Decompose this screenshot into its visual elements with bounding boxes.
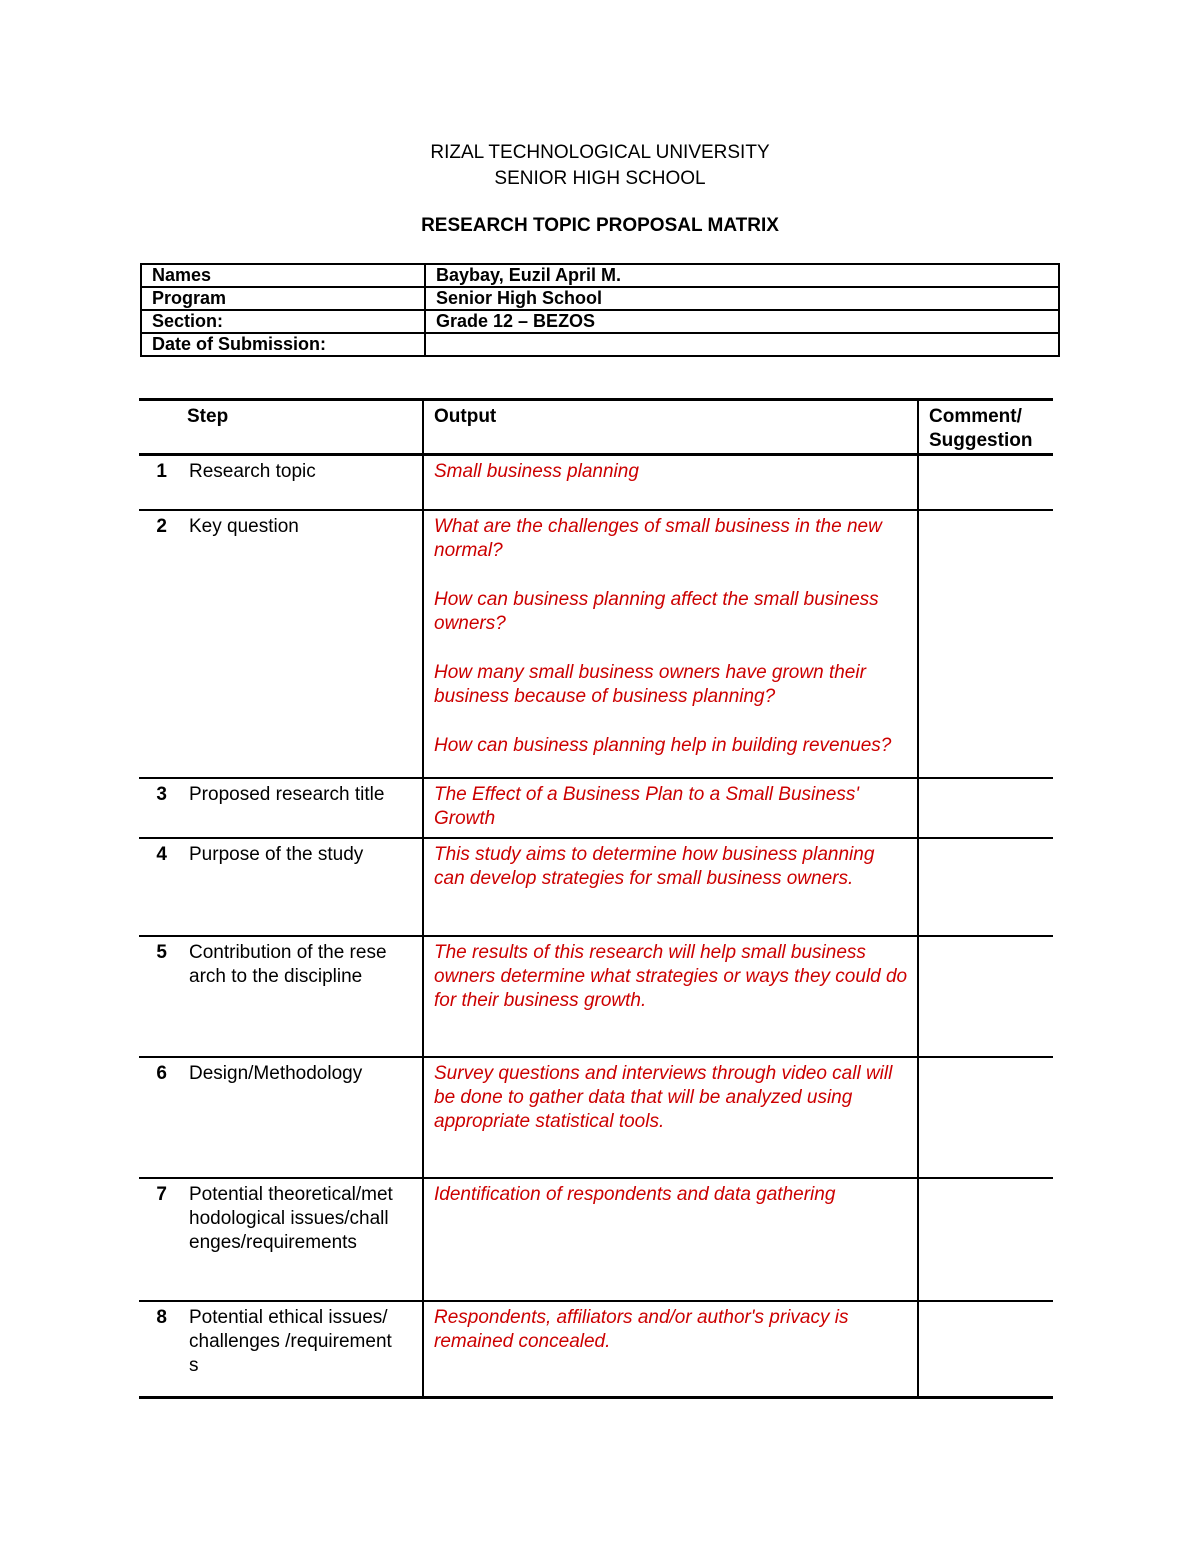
step-number: 8 — [156, 1306, 167, 1328]
info-row-names — [141, 264, 1059, 287]
step-cell — [139, 838, 423, 936]
output-text: How can business planning help in building revenues? — [434, 734, 892, 756]
step-name: Potential ethical issues/challenges /requirements — [189, 1306, 392, 1376]
output-cell — [423, 1178, 918, 1301]
step-number: 2 — [156, 515, 167, 537]
matrix-row — [139, 510, 1053, 778]
step-number: 1 — [156, 461, 167, 482]
step-cell — [139, 455, 423, 510]
comment-cell — [918, 936, 1053, 1057]
info-value — [425, 333, 1059, 356]
step-number: 4 — [156, 843, 167, 865]
step-name: Design/Methodology — [189, 1062, 363, 1084]
matrix-row — [139, 455, 1053, 510]
step-cell — [139, 936, 423, 1057]
output-text: The Effect of a Business Plan to a Small Business' Growth — [434, 783, 860, 829]
output-text: What are the challenges of small business in the new normal? — [434, 515, 882, 561]
output-text: This study aims to determine how business planning can develop strategies for small business owners. — [434, 843, 875, 889]
output-cell — [423, 1301, 918, 1398]
university-name: RIZAL TECHNOLOGICAL UNIVERSITY — [430, 142, 770, 163]
info-value: Senior High School — [425, 287, 1059, 310]
output-cell — [423, 455, 918, 510]
proposal-matrix-table — [139, 398, 1053, 1399]
header-comment: Comment/ Suggestion — [918, 400, 1053, 455]
step-number: 7 — [156, 1183, 167, 1205]
info-row-program — [141, 287, 1059, 310]
document-title: RESEARCH TOPIC PROPOSAL MATRIX — [421, 215, 779, 236]
header-step: Step — [139, 400, 423, 455]
info-label: Section: — [141, 310, 425, 333]
matrix-row — [139, 1301, 1053, 1398]
output-text: Survey questions and interviews through video call will be done to gather data that will be analyzed using appropriate statistical tools. — [434, 1062, 893, 1132]
info-row-section — [141, 310, 1059, 333]
matrix-header-row — [139, 400, 1053, 455]
output-cell — [423, 778, 918, 838]
info-value: Baybay, Euzil April M. — [425, 264, 1059, 287]
info-label: Program — [141, 287, 425, 310]
step-name: Contribution of the research to the discipline — [189, 941, 387, 987]
output-text: The results of this research will help small business owners determine what strategies or ways they could do for their business growth. — [434, 941, 908, 1011]
info-label: Names — [141, 264, 425, 287]
step-number: 5 — [156, 941, 167, 963]
output-cell — [423, 936, 918, 1057]
step-number: 3 — [156, 783, 167, 805]
info-value: Grade 12 – BEZOS — [425, 310, 1059, 333]
comment-cell — [918, 1301, 1053, 1398]
header-output: Output — [423, 400, 918, 455]
output-text: Identification of respondents and data gathering — [434, 1183, 836, 1205]
comment-cell — [918, 1178, 1053, 1301]
matrix-row — [139, 936, 1053, 1057]
output-cell — [423, 510, 918, 778]
step-cell — [139, 510, 423, 778]
step-name: Research topic — [189, 461, 316, 482]
matrix-row — [139, 838, 1053, 936]
student-info-table — [140, 263, 1060, 357]
comment-cell — [918, 510, 1053, 778]
matrix-row — [139, 1178, 1053, 1301]
step-cell — [139, 1301, 423, 1398]
output-text: Small business planning — [434, 461, 639, 482]
output-text: How can business planning affect the small business owners? — [434, 588, 879, 634]
step-cell — [139, 1178, 423, 1301]
output-cell — [423, 838, 918, 936]
comment-cell — [918, 778, 1053, 838]
comment-cell — [918, 838, 1053, 936]
comment-cell — [918, 1057, 1053, 1178]
step-cell — [139, 778, 423, 838]
step-name: Purpose of the study — [189, 843, 364, 865]
output-text: Respondents, affiliators and/or author's privacy is remained concealed. — [434, 1306, 849, 1352]
step-cell — [139, 1057, 423, 1178]
info-row-date — [141, 333, 1059, 356]
info-label: Date of Submission: — [141, 333, 425, 356]
step-name: Key question — [189, 515, 299, 537]
comment-cell — [918, 455, 1053, 510]
matrix-row — [139, 778, 1053, 838]
school-name: SENIOR HIGH SCHOOL — [494, 168, 706, 189]
matrix-row — [139, 1057, 1053, 1178]
output-text: How many small business owners have grown their business because of business planning? — [434, 661, 866, 707]
step-number: 6 — [156, 1062, 167, 1084]
step-name: Potential theoretical/methodological issues/challenges/requirements — [189, 1183, 393, 1253]
step-name: Proposed research title — [189, 783, 385, 805]
output-cell — [423, 1057, 918, 1178]
